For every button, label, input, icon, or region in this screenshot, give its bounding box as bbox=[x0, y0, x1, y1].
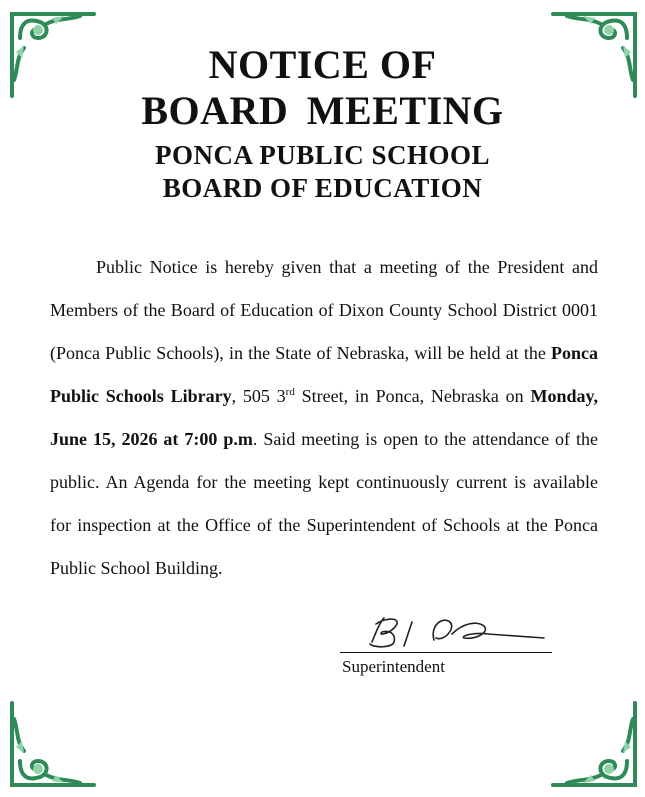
notice-text-part4: . Said meeting is open to the attendance of the public. An Agenda for the meeting kept continuously current is available for inspection at the Office of the Superintendent of Schools at the Ponca Public School Building. bbox=[50, 429, 598, 578]
title-line-1: NOTICE OF bbox=[208, 42, 437, 87]
notice-text-part3: Street, in Ponca, Nebraska on bbox=[294, 386, 531, 406]
title-line-2: BOARD MEETING bbox=[141, 88, 504, 133]
notice-paragraph bbox=[50, 246, 598, 590]
ordinal-suffix: rd bbox=[285, 386, 295, 398]
notice-body bbox=[50, 246, 598, 590]
corner-ornament-bottom-left bbox=[6, 695, 102, 791]
signature-title: Superintendent bbox=[342, 657, 445, 676]
signature-block bbox=[340, 612, 552, 682]
notice-text-part2: , 505 3 bbox=[231, 386, 286, 406]
meeting-location: Ponca Public Schools Library bbox=[50, 343, 598, 406]
handwritten-signature bbox=[364, 612, 554, 652]
title-line-4: BOARD OF EDUCATION bbox=[162, 173, 483, 203]
title-line-3: PONCA PUBLIC SCHOOL bbox=[154, 140, 491, 170]
meeting-datetime: Monday, June 15, 2026 at 7:00 p.m bbox=[50, 386, 598, 449]
signature-line bbox=[340, 652, 552, 653]
corner-ornament-bottom-right bbox=[545, 695, 641, 791]
notice-text-part1: Public Notice is hereby given that a meeting of the President and Members of the Board of Education of Dixon County School District 0001 (Ponca Public Schools), in the State of Nebraska, will be held at the bbox=[50, 257, 598, 363]
